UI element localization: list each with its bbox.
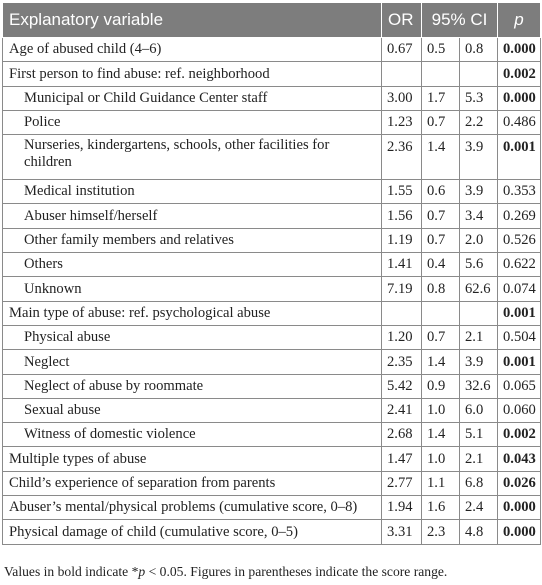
ci-high-cell [460, 301, 498, 325]
ci-low-cell: 0.7 [422, 228, 460, 252]
footnote-p: p [138, 564, 146, 579]
p-value-cell: 0.000 [498, 496, 541, 520]
ci-low-cell: 0.7 [422, 204, 460, 228]
ci-high-cell: 5.3 [460, 86, 498, 110]
table-row [3, 471, 541, 495]
ci-high-cell: 5.6 [460, 253, 498, 277]
p-value-cell: 0.002 [498, 62, 541, 86]
table-row [3, 62, 541, 86]
ci-high-cell: 6.8 [460, 471, 498, 495]
ci-low-cell: 0.7 [422, 325, 460, 349]
row-label: Abuser’s mental/physical problems (cumulative score, 0–8) [3, 496, 382, 520]
row-label: Witness of domestic violence [3, 423, 382, 447]
p-value-cell: 0.065 [498, 374, 541, 398]
row-label: Physical damage of child (cumulative score, 0–5) [3, 520, 382, 544]
table-row [3, 180, 541, 204]
ci-high-cell: 3.4 [460, 204, 498, 228]
row-label: Others [3, 253, 382, 277]
row-label: Child’s experience of separation from parents [3, 471, 382, 495]
footnote [4, 564, 447, 580]
or-cell: 2.36 [382, 135, 422, 180]
p-value-cell: 0.000 [498, 38, 541, 62]
ci-low-cell: 0.8 [422, 277, 460, 301]
table-row [3, 447, 541, 471]
or-cell: 2.77 [382, 471, 422, 495]
table-row [3, 86, 541, 110]
ci-low-cell: 1.4 [422, 135, 460, 180]
or-cell: 0.67 [382, 38, 422, 62]
table-row [3, 496, 541, 520]
header-p: p [498, 3, 541, 38]
p-value-cell: 0.074 [498, 277, 541, 301]
ci-high-cell: 2.2 [460, 110, 498, 134]
or-cell: 5.42 [382, 374, 422, 398]
ci-low-cell: 2.3 [422, 520, 460, 544]
footnote-text-1: Values in bold indicate * [4, 564, 139, 579]
ci-low-cell: 0.5 [422, 38, 460, 62]
ci-high-cell: 62.6 [460, 277, 498, 301]
ci-low-cell: 1.4 [422, 350, 460, 374]
row-label: Multiple types of abuse [3, 447, 382, 471]
header-variable: Explanatory variable [3, 3, 382, 38]
or-cell: 2.35 [382, 350, 422, 374]
footnote-text-2: < 0.05. Figures in parentheses indicate the score range. [145, 564, 448, 579]
p-value-cell: 0.001 [498, 135, 541, 180]
ci-low-cell: 1.0 [422, 398, 460, 422]
ci-low-cell [422, 62, 460, 86]
or-cell: 1.20 [382, 325, 422, 349]
or-cell: 1.47 [382, 447, 422, 471]
row-label: Abuser himself/herself [3, 204, 382, 228]
table-row [3, 301, 541, 325]
p-value-cell: 0.060 [498, 398, 541, 422]
p-value-cell: 0.269 [498, 204, 541, 228]
table-row [3, 398, 541, 422]
p-value-cell: 0.504 [498, 325, 541, 349]
p-value-cell: 0.001 [498, 301, 541, 325]
header-ci: 95% CI [422, 3, 498, 38]
or-cell: 7.19 [382, 277, 422, 301]
ci-high-cell: 3.9 [460, 135, 498, 180]
table-row [3, 423, 541, 447]
table-row [3, 277, 541, 301]
p-value-cell: 0.000 [498, 520, 541, 544]
ci-high-cell: 0.8 [460, 38, 498, 62]
or-cell [382, 62, 422, 86]
table-row [3, 110, 541, 134]
table-row [3, 135, 541, 180]
or-cell: 3.31 [382, 520, 422, 544]
row-label: Neglect of abuse by roommate [3, 374, 382, 398]
p-value-cell: 0.486 [498, 110, 541, 134]
table-row [3, 374, 541, 398]
ci-high-cell: 2.0 [460, 228, 498, 252]
ci-high-cell: 3.9 [460, 350, 498, 374]
table-row [3, 204, 541, 228]
p-value-cell: 0.002 [498, 423, 541, 447]
table-row [3, 253, 541, 277]
or-cell: 2.41 [382, 398, 422, 422]
ci-high-cell: 4.8 [460, 520, 498, 544]
p-value-cell: 0.043 [498, 447, 541, 471]
table-row [3, 350, 541, 374]
row-label: Nurseries, kindergartens, schools, other facilities for children [3, 135, 382, 180]
p-value-cell: 0.026 [498, 471, 541, 495]
row-label: Sexual abuse [3, 398, 382, 422]
p-value-cell: 0.001 [498, 350, 541, 374]
row-label: Municipal or Child Guidance Center staff [3, 86, 382, 110]
ci-low-cell: 1.7 [422, 86, 460, 110]
row-label: First person to find abuse: ref. neighborhood [3, 62, 382, 86]
row-label: Police [3, 110, 382, 134]
row-label: Unknown [3, 277, 382, 301]
results-table [2, 2, 541, 545]
or-cell: 1.19 [382, 228, 422, 252]
ci-high-cell: 5.1 [460, 423, 498, 447]
ci-high-cell: 6.0 [460, 398, 498, 422]
row-label: Other family members and relatives [3, 228, 382, 252]
or-cell: 3.00 [382, 86, 422, 110]
ci-low-cell: 0.9 [422, 374, 460, 398]
or-cell: 1.23 [382, 110, 422, 134]
table-row [3, 228, 541, 252]
header-or: OR [382, 3, 422, 38]
ci-low-cell: 0.6 [422, 180, 460, 204]
table-row [3, 38, 541, 62]
ci-high-cell: 2.4 [460, 496, 498, 520]
or-cell: 1.94 [382, 496, 422, 520]
ci-high-cell: 2.1 [460, 447, 498, 471]
row-label: Medical institution [3, 180, 382, 204]
or-cell: 1.55 [382, 180, 422, 204]
header-row [3, 3, 541, 38]
ci-low-cell: 0.4 [422, 253, 460, 277]
ci-low-cell [422, 301, 460, 325]
ci-high-cell [460, 62, 498, 86]
ci-low-cell: 1.4 [422, 423, 460, 447]
ci-low-cell: 0.7 [422, 110, 460, 134]
p-value-cell: 0.353 [498, 180, 541, 204]
table-row [3, 520, 541, 544]
or-cell: 1.41 [382, 253, 422, 277]
or-cell: 1.56 [382, 204, 422, 228]
p-value-cell: 0.622 [498, 253, 541, 277]
row-label: Neglect [3, 350, 382, 374]
ci-high-cell: 32.6 [460, 374, 498, 398]
or-cell: 2.68 [382, 423, 422, 447]
ci-high-cell: 2.1 [460, 325, 498, 349]
ci-high-cell: 3.9 [460, 180, 498, 204]
ci-low-cell: 1.0 [422, 447, 460, 471]
p-value-cell: 0.000 [498, 86, 541, 110]
row-label: Physical abuse [3, 325, 382, 349]
ci-low-cell: 1.6 [422, 496, 460, 520]
row-label: Main type of abuse: ref. psychological abuse [3, 301, 382, 325]
or-cell [382, 301, 422, 325]
p-value-cell: 0.526 [498, 228, 541, 252]
ci-low-cell: 1.1 [422, 471, 460, 495]
table-row [3, 325, 541, 349]
table-body [3, 38, 541, 545]
row-label: Age of abused child (4–6) [3, 38, 382, 62]
